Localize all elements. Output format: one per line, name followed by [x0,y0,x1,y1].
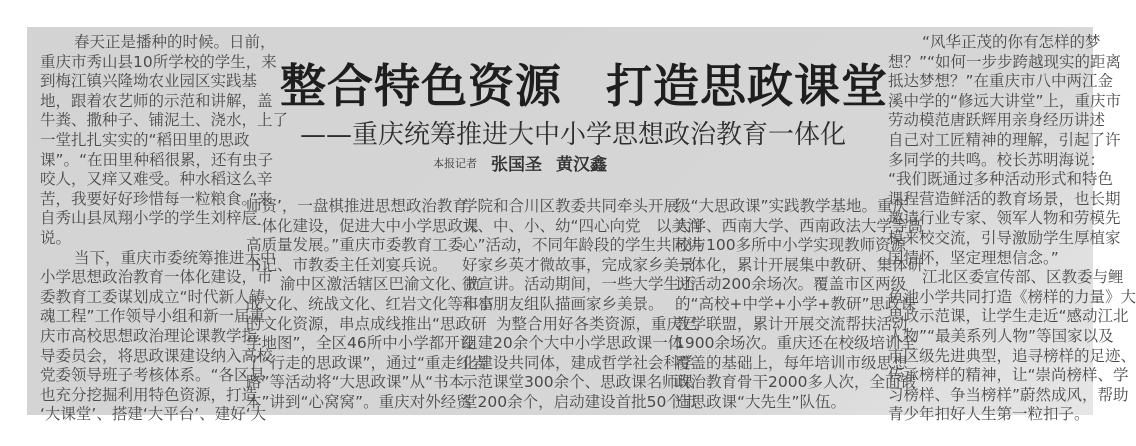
text-line: 课程营造鲜活的教育场景，也长期 [888,189,1121,208]
text-line: 讨活动200余场次。覆盖市区两级 [675,275,907,294]
text-line: 庆市高校思想政治理论课教学指 [40,326,258,345]
text-line: 心”活动，不同年龄段的学生共同讲 [462,236,703,255]
text-line: 想？”“如何一步步跨越现实的距离 [888,52,1122,71]
text-line: 1900余场次。重庆还在校级培训全 [675,334,916,353]
text-line: 造思政课“大先生”队伍。 [675,392,847,411]
text-line: 高质量发展。”重庆市委教育工委 [246,236,464,255]
text-line: 路”等活动将“大思政课”从“书本 [246,373,465,392]
text-line: 示范课堂300余个、思政课名师课 [462,373,694,392]
text-line: 学地图”，全区46所中小学都开设 [246,334,476,353]
text-line: 自秀山县凤翔小学的学生刘梓辰 [40,209,258,228]
text-line: 一堂扎扎实实的“稻田里的思政 [40,130,250,149]
text-line: 国情怀，坚定理想信念。” [888,248,1059,267]
author-name: 张国圣 [491,155,542,175]
text-line: 也充分挖掘利用特色资源，打造 [40,385,258,404]
text-line: 魂工程”工作领导小组和新一届重 [40,307,266,326]
text-line: 传承榜样的精神，让“崇尚榜样、学 [888,366,1129,385]
text-line: 大学、西南大学、西南政法大学等高 [675,216,924,235]
text-line: 好家乡英才微故事，完成家乡美景 [462,255,695,274]
text-line: 组建20余个大中小学思政课一体 [462,334,684,353]
text-line: 小学思想政治教育一体化建设，市 [40,268,273,287]
text-line: 习榜样、争当榜样”蔚然成风，帮助 [888,385,1129,404]
text-line: ‘大课堂’、搭建‘大平台’、建好‘大 [40,405,267,424]
text-line: 学院和合川区教委共同牵头开展 [462,197,680,215]
article-subtitle: ——重庆统筹推进大中小学思想政治教育一体化 [300,120,847,150]
text-line: 覆盖的基础上，每年培训市级思想 [675,353,908,372]
byline-label: 本报记者 [433,156,477,170]
text-line: 战文化、统战文化、红岩文化等丰富 [246,294,495,313]
text-line: 苦，我要好好珍惜每一粒粮食。”来 [40,189,273,208]
text-line: 教学联盟，累计开展交流帮扶活动 [675,314,908,333]
text-line: 溪中学的“修远大讲堂”上，重庆市 [888,91,1122,110]
text-line: 委教育工委谋划成立“时代新人铸 [40,287,266,306]
text-line: 抵达梦想？”在重庆市八中两江金 [888,72,1114,91]
text-line: 青少年扣好人生第一粒扣子。 [888,405,1090,424]
text-column-3 [462,197,703,413]
text-line: 牛粪、撒种子、铺泥土、浇水，上了 [40,111,289,130]
text-line: 自己对工匠精神的理解，引起了许 [888,130,1121,149]
text-line: 的文化资源，串点成线推出“思政研 [246,314,487,333]
text-line: 大、中、小、幼“四心向党 以美润 [462,216,703,235]
text-line: 党委领导班子考核体系。“各区县 [40,366,266,385]
author-name: 黄汉鑫 [556,155,607,175]
text-line: 地，跟着农艺师的示范和讲解，盖 [40,91,273,110]
text-line: 思政示范课，让学生走近“感动江北 [888,307,1129,326]
text-column-2 [246,197,495,413]
text-line: 多同学的共鸣。校长苏明海说： [888,150,1106,169]
text-line: 本”讲到“心窝窝”。重庆对外经贸 [246,392,472,411]
text-line: 书记、市教委主任刘宴兵说。 [246,255,448,274]
text-line: 堂200余个，启动建设首批50个市 [462,392,698,411]
text-line: 到梅江镇兴隆坳农业园区实践基 [40,72,258,91]
text-line: 市区级先进典型，追寻榜样的足迹、 [888,346,1136,365]
text-line: 重庆市秀山县10所学校的学生，来 [40,52,277,71]
text-line: 师资’，一盘棋推进思想政治教育 [246,197,468,215]
byline [433,150,621,175]
text-line: 校与100多所中小学实现教师资源 [675,236,907,255]
text-column-right [888,33,1136,425]
title-part-1: 整合特色资源 [280,59,562,113]
article-title [280,50,888,116]
text-line: “我们既通过多种活动形式和特色 [888,170,1114,189]
text-line: 邀请行业专家、领军人物和劳模先 [888,209,1121,228]
text-line: 春天正是播种的时候。日前， [74,33,276,51]
text-line: 了“行走的思政课”，通过“重走红岩 [246,353,488,372]
text-line: 说。 [40,228,72,247]
text-line: 的“高校+中学+小学+教研”思政课 [675,294,917,313]
text-column-4 [675,197,924,413]
text-line: 为整合用好各类资源，重庆已 [496,314,698,333]
text-line: 当下，重庆市委统筹推进大中 [74,248,276,267]
text-line: 鱼池小学共同打造《榜样的力量》大 [888,287,1136,306]
text-column-left [40,33,289,425]
text-line: 模来校交流，引导激励学生厚植家 [888,228,1121,247]
title-part-2: 打造思政课堂 [606,59,888,113]
text-line: 咬人，又痒又难受。种水稻这么辛 [40,170,273,189]
text-line: 渝中区激活辖区巴渝文化、抗 [280,275,482,294]
text-line: 人物”“最美系列人物”等国家以及 [888,326,1114,345]
text-line: “风华正茂的你有怎样的梦 [922,33,1101,51]
text-line: 江北区委宣传部、区教委与鲤 [922,268,1124,287]
text-line: 政治教育骨干2000多人次，全面锻 [675,373,916,392]
text-line: 一体化，累计开展集中教研、集体研 [675,255,924,274]
text-line: 劳动模范唐跃辉用亲身经历讲述 [888,111,1106,130]
text-line: 化建设共同体，建成哲学社会科学 [462,353,695,372]
text-line: 导委员会，将思政课建设纳入高校 [40,346,273,365]
text-line: 微宣讲。活动期间，一些大学生还 [462,275,695,294]
text-line: 级“大思政课”实践教学基地。重庆 [675,197,909,215]
text-line: 和小朋友组队描画家乡美景。 [462,294,664,313]
text-line: 一体化建设，促进大中小学思政课 [246,216,479,235]
text-line: 课”。“在田里种稻很累，还有虫子 [40,150,274,169]
